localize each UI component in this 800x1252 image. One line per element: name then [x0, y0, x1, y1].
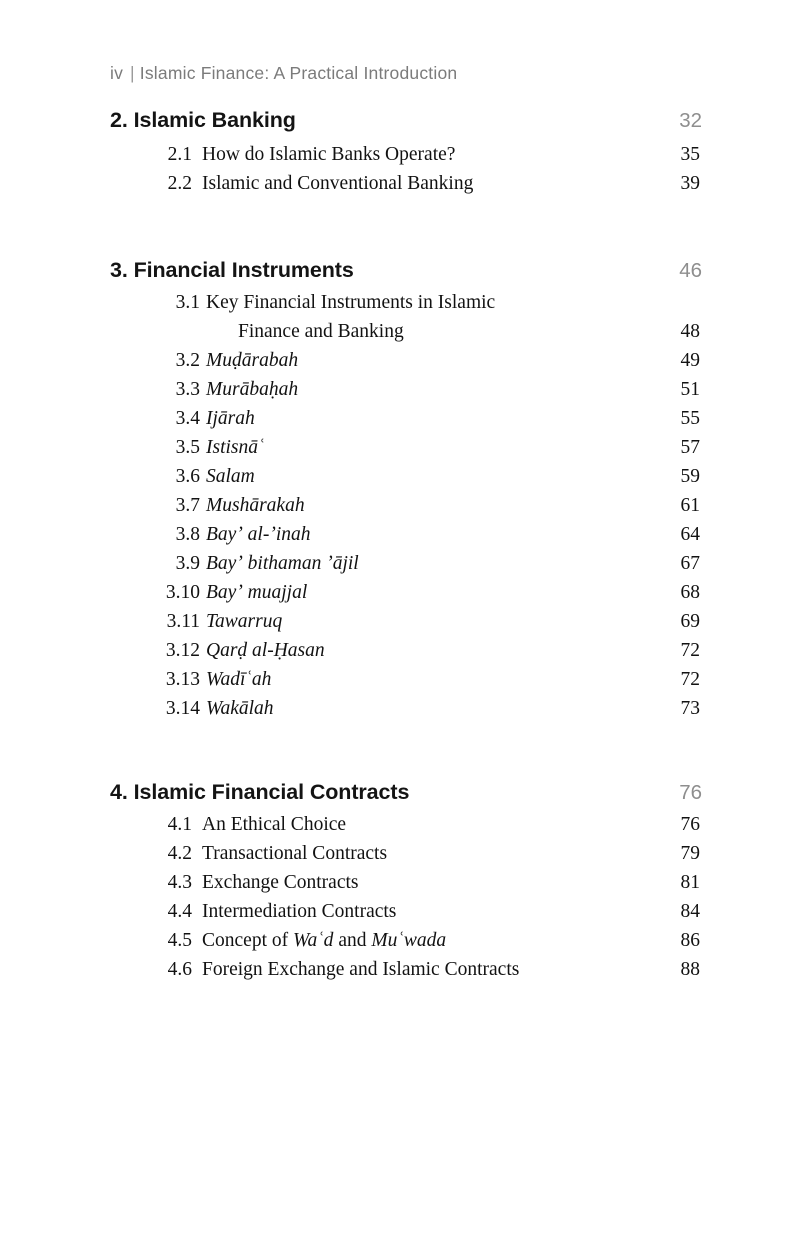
- entry-label: [206, 466, 255, 488]
- chapter-block: [110, 780, 702, 980]
- entry-page-number: 88: [680, 959, 700, 980]
- entry-number: 4.1: [167, 814, 192, 835]
- entry-label-text: Key Financial Instruments in Islamic: [206, 292, 496, 313]
- entry-number: 3.11: [166, 611, 200, 632]
- entry-label-text: Finance and Banking: [238, 321, 404, 342]
- entry-label: [206, 524, 311, 546]
- entry-number: 4.5: [167, 930, 192, 951]
- entry-label-text: How do Islamic Banks Operate?: [202, 144, 456, 165]
- entry-page-number: 73: [680, 698, 700, 719]
- toc-entry[interactable]: [110, 408, 700, 437]
- toc-entry[interactable]: [110, 437, 700, 466]
- entry-label-term: Bayʼ al-ʼinah: [206, 524, 311, 545]
- chapter-block: [110, 108, 702, 194]
- toc-entry[interactable]: [110, 379, 700, 408]
- entry-number: 3.12: [165, 640, 200, 661]
- entry-number: 2.1: [167, 144, 192, 165]
- toc-entry[interactable]: [110, 669, 700, 698]
- entry-label: [206, 640, 325, 662]
- entry-number: 3.6: [175, 466, 200, 487]
- toc-entry[interactable]: [110, 640, 700, 669]
- entry-page-number: 68: [680, 582, 700, 603]
- toc-entry[interactable]: [110, 350, 700, 379]
- entry-label: [206, 350, 298, 372]
- entry-number: 3.4: [175, 408, 200, 429]
- entry-label: [206, 495, 305, 517]
- entry-page-number: 49: [680, 350, 700, 371]
- chapter-block: [110, 258, 702, 719]
- toc-entry[interactable]: [110, 698, 700, 727]
- chapter-title: 4. Islamic Financial Contracts: [110, 780, 410, 804]
- entry-label-text: Transactional Contracts: [202, 843, 388, 864]
- entry-label: [202, 144, 455, 166]
- entry-number: 3.10: [165, 582, 200, 603]
- entry-page-number: 67: [680, 553, 700, 574]
- entry-number: 3.1: [175, 292, 200, 313]
- entry-label-term: Muʿwada: [371, 930, 447, 951]
- entry-label-term: Waʿd: [292, 930, 334, 951]
- toc-entry[interactable]: [110, 843, 700, 872]
- chapter-page-number: 76: [679, 781, 702, 804]
- toc-entry[interactable]: [110, 582, 700, 611]
- entry-number: 3.7: [175, 495, 200, 516]
- entry-number: 4.3: [167, 872, 192, 893]
- toc-entry[interactable]: [110, 173, 700, 202]
- entry-label: [206, 553, 359, 575]
- entry-number: 2.2: [167, 173, 192, 194]
- entry-label: [202, 872, 359, 894]
- toc-entry[interactable]: [110, 814, 700, 843]
- entry-label: [206, 292, 495, 314]
- toc-entry[interactable]: [110, 466, 700, 495]
- chapter-heading[interactable]: [110, 258, 700, 288]
- entry-page-number: 55: [680, 408, 700, 429]
- header-separator: |: [130, 63, 135, 83]
- entry-label-text: Intermediation Contracts: [202, 901, 397, 922]
- entry-page-number: 69: [680, 611, 700, 632]
- toc-entry[interactable]: [110, 901, 700, 930]
- entry-number: 3.2: [175, 350, 200, 371]
- entry-label: [202, 173, 473, 195]
- entry-number: 4.6: [167, 959, 192, 980]
- entry-label-text: Exchange Contracts: [202, 872, 359, 893]
- toc-entry[interactable]: [110, 495, 700, 524]
- entry-label-term: Ijārah: [206, 408, 255, 429]
- entry-number: 4.2: [167, 843, 192, 864]
- entry-label-term: Qarḍ al-Ḥasan: [206, 640, 325, 661]
- entry-label: [202, 959, 519, 981]
- entry-page-number: 72: [680, 640, 700, 661]
- entry-label-text: Foreign Exchange and Islamic Contracts: [202, 959, 520, 980]
- toc-entry[interactable]: [110, 144, 700, 173]
- entry-number: 4.4: [167, 901, 192, 922]
- entry-label-text: and: [333, 930, 372, 951]
- entry-page-number: 48: [680, 321, 700, 342]
- entry-label-term: Muḍārabah: [206, 350, 299, 371]
- chapter-entry-list: [110, 814, 700, 988]
- toc-entry[interactable]: [110, 872, 700, 901]
- entry-page-number: 64: [680, 524, 700, 545]
- entry-page-number: 79: [680, 843, 700, 864]
- entry-label-term: Istisnāʿ: [206, 437, 265, 458]
- entry-page-number: 57: [680, 437, 700, 458]
- entry-label-term: Mushārakah: [206, 495, 305, 516]
- entry-label: [238, 321, 404, 343]
- entry-label: [206, 611, 282, 633]
- entry-label-text: An Ethical Choice: [202, 814, 347, 835]
- entry-label-term: Bayʼ bithaman ʼājil: [206, 553, 359, 574]
- chapter-entry-list: [110, 144, 700, 202]
- entry-page-number: 35: [680, 144, 700, 165]
- entry-page-number: 51: [680, 379, 700, 400]
- entry-label-term: Bayʼ muajjal: [206, 582, 308, 603]
- entry-number: 3.5: [175, 437, 200, 458]
- entry-label: [206, 408, 255, 430]
- entry-page-number: 39: [680, 173, 700, 194]
- entry-label-term: Murābaḥah: [206, 379, 299, 400]
- entry-page-number: 72: [680, 669, 700, 690]
- entry-page-number: 84: [680, 901, 700, 922]
- entry-number: 3.8: [175, 524, 200, 545]
- entry-label: [206, 669, 271, 691]
- entry-page-number: 86: [680, 930, 700, 951]
- entry-label: [202, 814, 346, 836]
- chapter-page-number: 46: [679, 259, 702, 282]
- entry-label: [206, 698, 274, 720]
- entry-label: [206, 437, 265, 459]
- entry-number: 3.3: [175, 379, 200, 400]
- chapter-title: 2. Islamic Banking: [110, 108, 296, 132]
- entry-label: [202, 843, 387, 865]
- toc-entry[interactable]: [110, 611, 700, 640]
- entry-label-text: Islamic and Conventional Banking: [202, 173, 474, 194]
- entry-number: 3.13: [165, 669, 200, 690]
- toc-entry[interactable]: [110, 553, 700, 582]
- entry-label-term: Salam: [206, 466, 255, 487]
- entry-label: [202, 901, 396, 923]
- folio-number: iv: [110, 63, 124, 83]
- chapter-page-number: 32: [679, 109, 702, 132]
- chapter-heading[interactable]: [110, 780, 700, 810]
- running-header: [110, 63, 457, 84]
- chapter-heading[interactable]: [110, 108, 700, 138]
- entry-number: 3.9: [175, 553, 200, 574]
- toc-entry[interactable]: [110, 292, 700, 321]
- book-title: Islamic Finance: A Practical Introduction: [139, 63, 458, 83]
- toc-entry[interactable]: [110, 321, 700, 350]
- entry-label: [206, 379, 298, 401]
- chapter-entry-list: [110, 292, 700, 727]
- entry-page-number: 59: [680, 466, 700, 487]
- toc-entry[interactable]: [110, 930, 700, 959]
- entry-label-term: Wadīʿah: [206, 669, 272, 690]
- entry-label: [202, 930, 446, 952]
- toc-entry[interactable]: [110, 524, 700, 553]
- chapter-title: 3. Financial Instruments: [110, 258, 354, 282]
- entry-label: [206, 582, 307, 604]
- entry-page-number: 61: [680, 495, 700, 516]
- entry-label-term: Wakālah: [206, 698, 274, 719]
- entry-page-number: 76: [680, 814, 700, 835]
- entry-label-term: Tawarruq: [206, 611, 283, 632]
- entry-label-text: Concept of: [202, 930, 293, 951]
- entry-page-number: 81: [680, 872, 700, 893]
- toc-entry[interactable]: [110, 959, 700, 988]
- entry-number: 3.14: [165, 698, 200, 719]
